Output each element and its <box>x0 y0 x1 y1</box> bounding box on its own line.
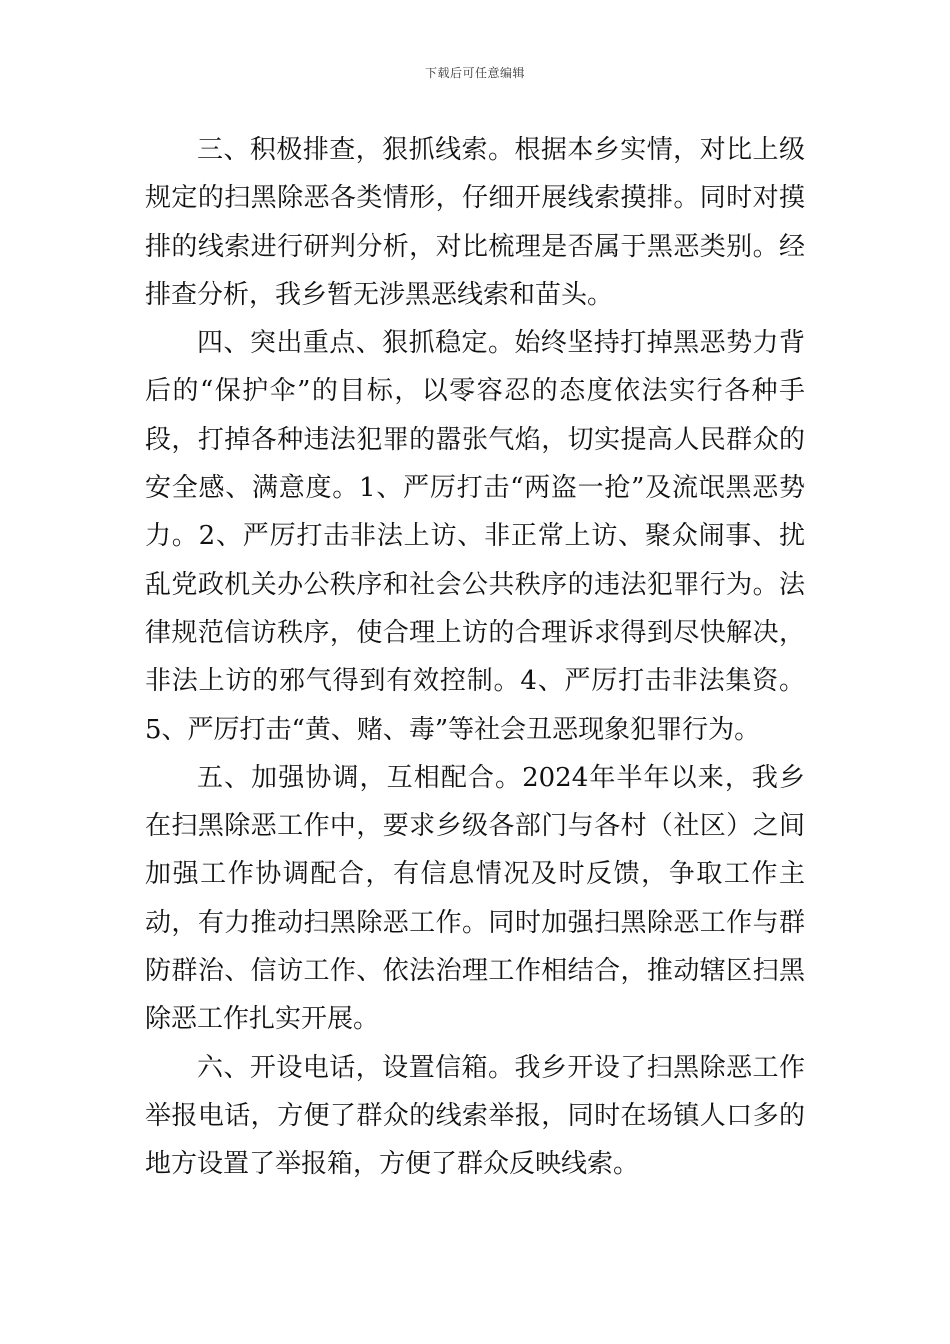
page-header: 下载后可任意编辑 <box>424 66 525 80</box>
paragraph-section-3: 三、积极排查，狠抓线索。根据本乡实情，对比上级规定的扫黑除恶各类情形，仔细开展线索摸排。同时对摸排的线索进行研判分析，对比梳理是否属于黑恶类别。经排查分析，我乡暂无涉黑恶线索和苗头。 <box>145 135 805 310</box>
document-body <box>145 126 805 1189</box>
paragraph-section-4: 四、突出重点、狠抓稳定。始终坚持打掉黑恶势力背后的“保护伞”的目标，以零容忍的态度依法实行各种手段，打掉各种违法犯罪的嚣张气焰，切实提高人民群众的安全感、满意度。1、严厉打击“两盗一抢”及流氓黑恶势力。2、严厉打击非法上访、非正常上访、聚众闹事、扰乱党政机关办公秩序和社会公共秩序的违法犯罪行为。法律规范信访秩序，使合理上访的合理诉求得到尽快解决，非法上访的邪气得到有效控制。4、严厉打击非法集资。5、严厉打击“黄、赌、毒”等社会丑恶现象犯罪行为。 <box>145 328 805 745</box>
paragraph-section-5: 五、加强协调，互相配合。2024年半年以来，我乡在扫黑除恶工作中，要求乡级各部门与各村（社区）之间加强工作协调配合，有信息情况及时反馈，争取工作主动，有力推动扫黑除恶工作。同时加强扫黑除恶工作与群防群治、信访工作、依法治理工作相结合，推动辖区扫黑除恶工作扎实开展。 <box>145 762 805 1035</box>
paragraph-section-6: 六、开设电话，设置信箱。我乡开设了扫黑除恶工作举报电话，方便了群众的线索举报，同时在场镇人口多的地方设置了举报箱，方便了群众反映线索。 <box>145 1052 805 1180</box>
